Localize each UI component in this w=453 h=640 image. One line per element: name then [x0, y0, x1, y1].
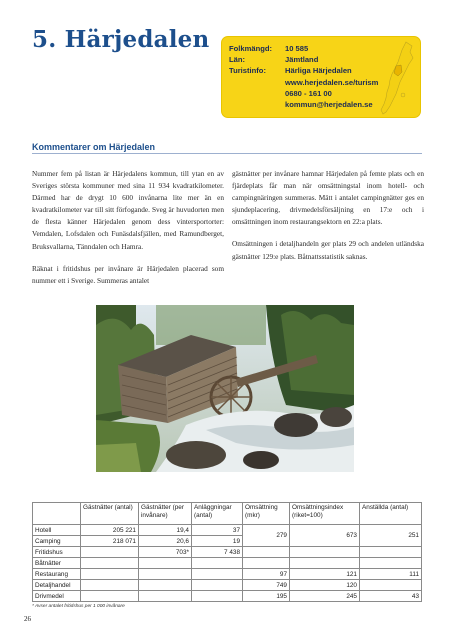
section-divider — [32, 153, 422, 154]
row-label: Camping — [33, 536, 81, 547]
section-heading: Kommentarer om Härjedalen — [32, 142, 156, 152]
table-header: Gästnätter (per invånare) — [139, 503, 192, 525]
municipality-info-box — [221, 36, 421, 118]
table-row — [33, 569, 422, 580]
row-label: Fritidshus — [33, 547, 81, 558]
table-header: Omsättningsindex (riket=100) — [290, 503, 360, 525]
row-label: Restaurang — [33, 569, 81, 580]
table-header-row — [33, 503, 422, 525]
cell-merged-employees: 251 — [360, 525, 422, 547]
cell: 121 — [290, 569, 360, 580]
cell — [243, 558, 290, 569]
page-number: 26 — [24, 615, 31, 623]
cell: 37 — [192, 525, 243, 536]
info-website-link[interactable]: www.herjedalen.se/turism — [285, 77, 379, 87]
cell-merged-index: 673 — [290, 525, 360, 547]
info-label — [229, 88, 285, 99]
cell: 43 — [360, 591, 422, 602]
paragraph: Omsättningen i detaljhandeln ger plats 29 och andelen utländska gästnätter 129:e plats. Båtnattsstatistik saknas. — [232, 239, 424, 261]
cell: 19,4 — [139, 525, 192, 536]
row-label: Detaljhandel — [33, 580, 81, 591]
table-row — [33, 558, 422, 569]
paragraph: Nummer fem på listan är Härjedalens kommun, till ytan en av Sveriges största kommuner med sina 11 934 kvadratkilometer. Därmed har de drygt 10 600 invånarna lite mer än en kvadratkilometer var till sitt förfogande. Sveg är huvudorten men de flesta känner Härjedalen genom dess vintersportorter: Vemdalen, Lofsdalen och Funäsdalsfjällen, med Ramundberget, Bruksvallarna, Tänndalen och Hamra. — [32, 169, 224, 251]
cell — [360, 580, 422, 591]
info-row-phone — [229, 88, 378, 99]
info-row-email — [229, 99, 378, 110]
cell — [192, 569, 243, 580]
info-label — [229, 77, 285, 88]
cell — [81, 580, 139, 591]
cell — [360, 547, 422, 558]
cell-merged-turnover: 279 — [243, 525, 290, 547]
table-row — [33, 525, 422, 536]
table-row — [33, 591, 422, 602]
cell — [139, 580, 192, 591]
row-label: Hotell — [33, 525, 81, 536]
cell: 111 — [360, 569, 422, 580]
table-row — [33, 580, 422, 591]
cell — [192, 591, 243, 602]
cell: 205 221 — [81, 525, 139, 536]
cell — [81, 558, 139, 569]
info-value: 10 585 — [285, 44, 309, 53]
paragraph: Räknat i fritidshus per invånare är Härjedalen placerad som nummer ett i Sverige. Summeras antalet — [32, 263, 224, 285]
cell — [360, 558, 422, 569]
info-label: Folkmängd: — [229, 44, 273, 53]
text-column-left — [32, 168, 224, 297]
row-label: Drivmedel — [33, 591, 81, 602]
cell — [290, 558, 360, 569]
info-phone: 0680 - 161 00 — [285, 88, 332, 98]
row-label: Båtnätter — [33, 558, 81, 569]
info-grid — [229, 43, 378, 110]
sweden-map-icon — [376, 40, 416, 116]
cell: 97 — [243, 569, 290, 580]
cell — [139, 558, 192, 569]
info-label: Län: — [229, 55, 246, 65]
table-row — [33, 547, 422, 558]
info-row-population — [229, 43, 378, 54]
page-title: 5. Härjedalen — [32, 26, 210, 53]
cell — [192, 558, 243, 569]
table-footnote: * Avser antalet fritidshus per 1 000 invånare — [32, 604, 125, 609]
info-value: Härliga Härjedalen — [285, 66, 352, 76]
cell — [290, 547, 360, 558]
cell: 19 — [192, 536, 243, 547]
watermill-illustration — [96, 305, 354, 472]
cell: 703* — [139, 547, 192, 558]
table-header: Anläggningar (antal) — [192, 503, 243, 525]
table-header: Anställda (antal) — [360, 503, 422, 525]
paragraph: gästnätter per invånare hamnar Härjedalen på femte plats och en fjärdeplats får man när omsättningstal inom hotell- och campingnäringen summeras. Mätt i antalet campingnätter ges en sjundeplacering, drivmedelsförsäljning en 17:e och i omsättningen inom restaurangsektorn en 22:a plats. — [232, 169, 424, 227]
cell: 245 — [290, 591, 360, 602]
cell: 749 — [243, 580, 290, 591]
info-email-link[interactable]: kommun@herjedalen.se — [285, 100, 373, 110]
info-label: Turistinfo: — [229, 66, 266, 76]
info-label — [229, 99, 285, 110]
cell — [139, 591, 192, 602]
cell — [243, 547, 290, 558]
cell: 20,6 — [139, 536, 192, 547]
info-value: Jämtland — [285, 55, 319, 65]
table-header: Omsättning (mkr) — [243, 503, 290, 525]
cell — [81, 569, 139, 580]
cell: 218 071 — [81, 536, 139, 547]
info-row-tourist-info — [229, 65, 378, 76]
text-column-right — [232, 168, 424, 273]
cell: 7 438 — [192, 547, 243, 558]
cell: 120 — [290, 580, 360, 591]
cell — [192, 580, 243, 591]
photo-watermill — [96, 305, 354, 472]
cell — [81, 547, 139, 558]
cell — [81, 591, 139, 602]
table-header — [33, 503, 81, 525]
table-header: Gästnätter (antal) — [81, 503, 139, 525]
info-row-website — [229, 77, 378, 88]
cell — [139, 569, 192, 580]
info-row-county — [229, 54, 378, 65]
cell: 195 — [243, 591, 290, 602]
tourism-stats-table — [32, 502, 422, 602]
